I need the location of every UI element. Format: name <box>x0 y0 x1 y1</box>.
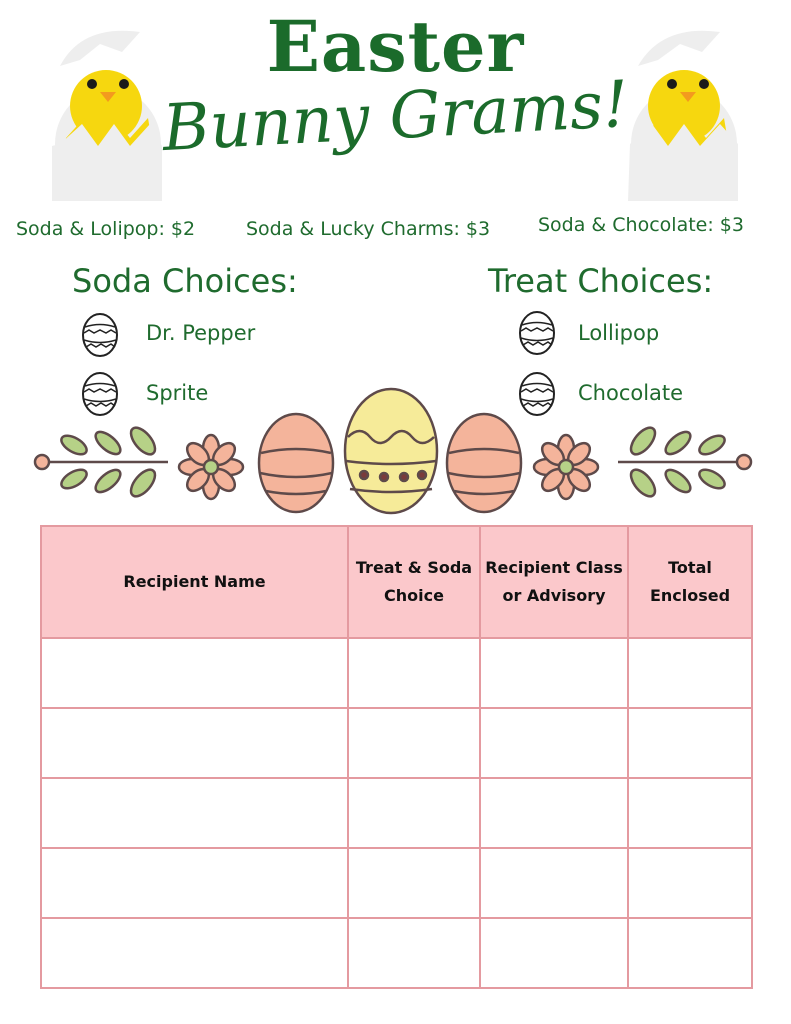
order-form-table <box>40 525 753 989</box>
recipient-class-cell[interactable] <box>480 638 628 708</box>
recipient-class-cell[interactable] <box>480 778 628 848</box>
treat-soda-choice-cell[interactable] <box>348 778 480 848</box>
total-enclosed-cell[interactable] <box>628 778 752 848</box>
easter-egg-icon <box>81 311 119 357</box>
soda-choices-heading: Soda Choices: <box>72 262 298 300</box>
price-soda-chocolate: Soda & Chocolate: $3 <box>538 214 744 236</box>
treat-soda-choice-cell[interactable] <box>348 708 480 778</box>
price-soda-lolipop: Soda & Lolipop: $2 <box>16 218 196 240</box>
recipient-name-cell[interactable] <box>41 848 348 918</box>
table-row <box>41 918 752 988</box>
page-title: Easter <box>266 5 525 88</box>
header-recipient-name: Recipient Name <box>41 526 348 638</box>
table-row <box>41 708 752 778</box>
header-recipient-class: Recipient Class or Advisory <box>480 526 628 638</box>
total-enclosed-cell[interactable] <box>628 848 752 918</box>
recipient-class-cell[interactable] <box>480 708 628 778</box>
page-subtitle: Bunny Grams! <box>160 67 631 167</box>
recipient-class-cell[interactable] <box>480 918 628 988</box>
treat-soda-choice-cell[interactable] <box>348 918 480 988</box>
soda-choice-dr-pepper: Dr. Pepper <box>146 321 256 345</box>
recipient-name-cell[interactable] <box>41 778 348 848</box>
treat-choice-lollipop: Lollipop <box>578 321 660 345</box>
recipient-class-cell[interactable] <box>480 848 628 918</box>
treat-choices-heading: Treat Choices: <box>488 262 714 300</box>
header-total-enclosed: Total Enclosed <box>628 526 752 638</box>
header-treat-soda-choice: Treat & Soda Choice <box>348 526 480 638</box>
treat-soda-choice-cell[interactable] <box>348 638 480 708</box>
soda-choice-sprite: Sprite <box>146 381 209 405</box>
easter-eggs-floral-banner <box>28 385 758 515</box>
recipient-name-cell[interactable] <box>41 708 348 778</box>
table-row <box>41 638 752 708</box>
table-header-row <box>41 526 752 638</box>
recipient-name-cell[interactable] <box>41 918 348 988</box>
table-row <box>41 778 752 848</box>
treat-soda-choice-cell[interactable] <box>348 848 480 918</box>
table-row <box>41 848 752 918</box>
total-enclosed-cell[interactable] <box>628 638 752 708</box>
total-enclosed-cell[interactable] <box>628 708 752 778</box>
treat-choice-chocolate: Chocolate <box>578 381 684 405</box>
easter-egg-icon <box>518 309 556 355</box>
recipient-name-cell[interactable] <box>41 638 348 708</box>
total-enclosed-cell[interactable] <box>628 918 752 988</box>
price-soda-lucky-charms: Soda & Lucky Charms: $3 <box>246 218 491 240</box>
